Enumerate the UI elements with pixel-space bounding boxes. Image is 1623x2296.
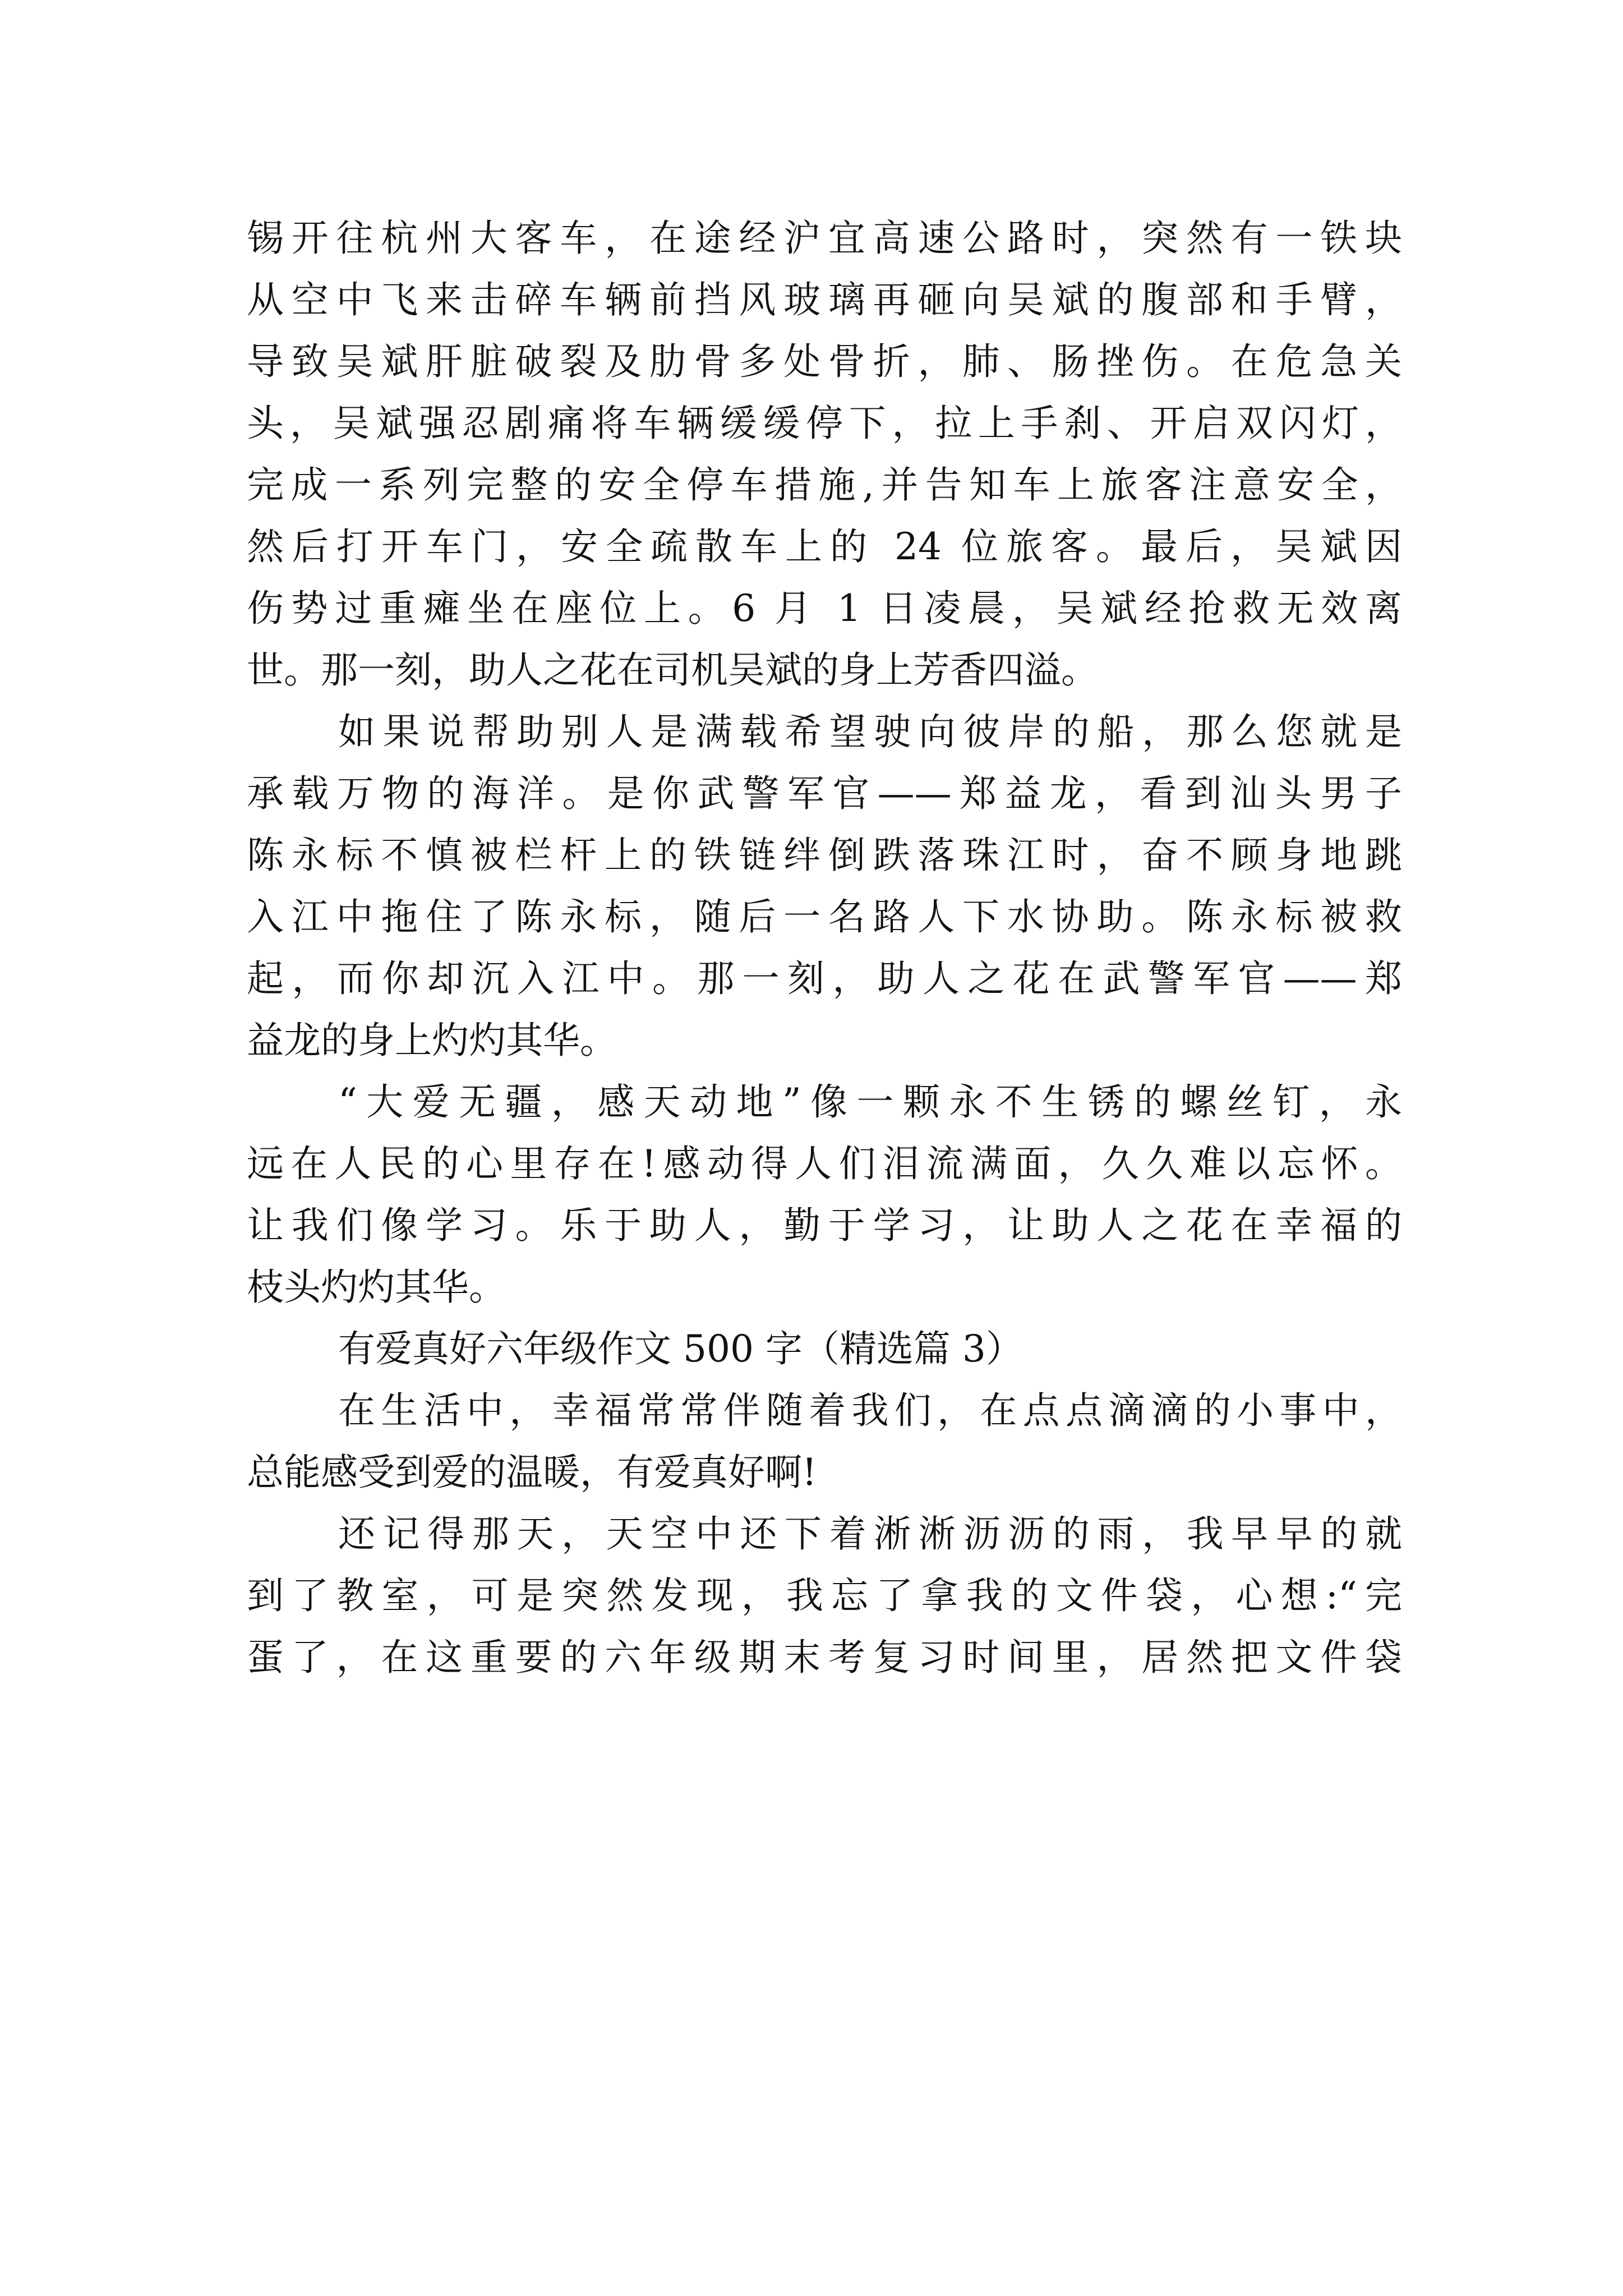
text-line: 总能感受到爱的温暖，有爱真好啊! [247, 1451, 817, 1494]
paragraph-first-line: “大爱无疆，感天动地”像一颗永不生锈的螺丝钉，永 [338, 1080, 1402, 1124]
text-line: 起，而你却沉入江中。那一刻，助人之花在武警军官——郑 [247, 957, 1402, 1000]
text-line: 头，吴斌强忍剧痛将车辆缓缓停下，拉上手刹、开启双闪灯， [247, 402, 1402, 445]
text-line: 导致吴斌肝脏破裂及肋骨多处骨折，肺、肠挫伤。在危急关 [247, 340, 1402, 383]
text-line: 蛋了，在这重要的六年级期末考复习时间里，居然把文件袋 [247, 1636, 1402, 1679]
paragraph-first-line: 还记得那天，天空中还下着淅淅沥沥的雨，我早早的就 [338, 1512, 1402, 1556]
text-line: 让我们像学习。乐于助人，勤于学习，让助人之花在幸福的 [247, 1204, 1402, 1247]
paragraph-first-line: 有爱真好六年级作文 500 字（精选篇 3） [338, 1327, 1023, 1370]
text-line: 远在人民的心里存在!感动得人们泪流满面，久久难以忘怀。 [247, 1142, 1402, 1185]
text-line: 入江中拖住了陈永标，随后一名路人下水协助。陈永标被救 [247, 895, 1402, 938]
text-line: 完成一系列完整的安全停车措施,并告知车上旅客注意安全， [247, 463, 1402, 507]
paragraph-first-line: 在生活中，幸福常常伴随着我们，在点点滴滴的小事中， [338, 1389, 1402, 1432]
text-line: 枝头灼灼其华。 [247, 1266, 506, 1309]
paragraph-first-line: 如果说帮助别人是满载希望驶向彼岸的船，那么您就是 [338, 710, 1402, 753]
text-line: 承载万物的海洋。是你武警军官——郑益龙，看到汕头男子 [247, 772, 1402, 815]
text-line: 伤势过重瘫坐在座位上。6 月 1 日凌晨，吴斌经抢救无效离 [247, 587, 1402, 630]
text-line: 从空中飞来击碎车辆前挡风玻璃再砸向吴斌的腹部和手臂， [247, 278, 1402, 321]
text-line: 益龙的身上灼灼其华。 [247, 1019, 617, 1062]
text-line: 世。那一刻，助人之花在司机吴斌的身上芳香四溢。 [247, 648, 1098, 692]
text-line: 然后打开车门，安全疏散车上的 24 位旅客。最后，吴斌因 [247, 525, 1402, 568]
text-line: 陈永标不慎被栏杆上的铁链绊倒跌落珠江时，奋不顾身地跳 [247, 834, 1402, 877]
text-line: 到了教室，可是突然发现，我忘了拿我的文件袋，心想:“完 [247, 1574, 1402, 1617]
text-line: 锡开往杭州大客车，在途经沪宜高速公路时，突然有一铁块 [247, 217, 1402, 260]
